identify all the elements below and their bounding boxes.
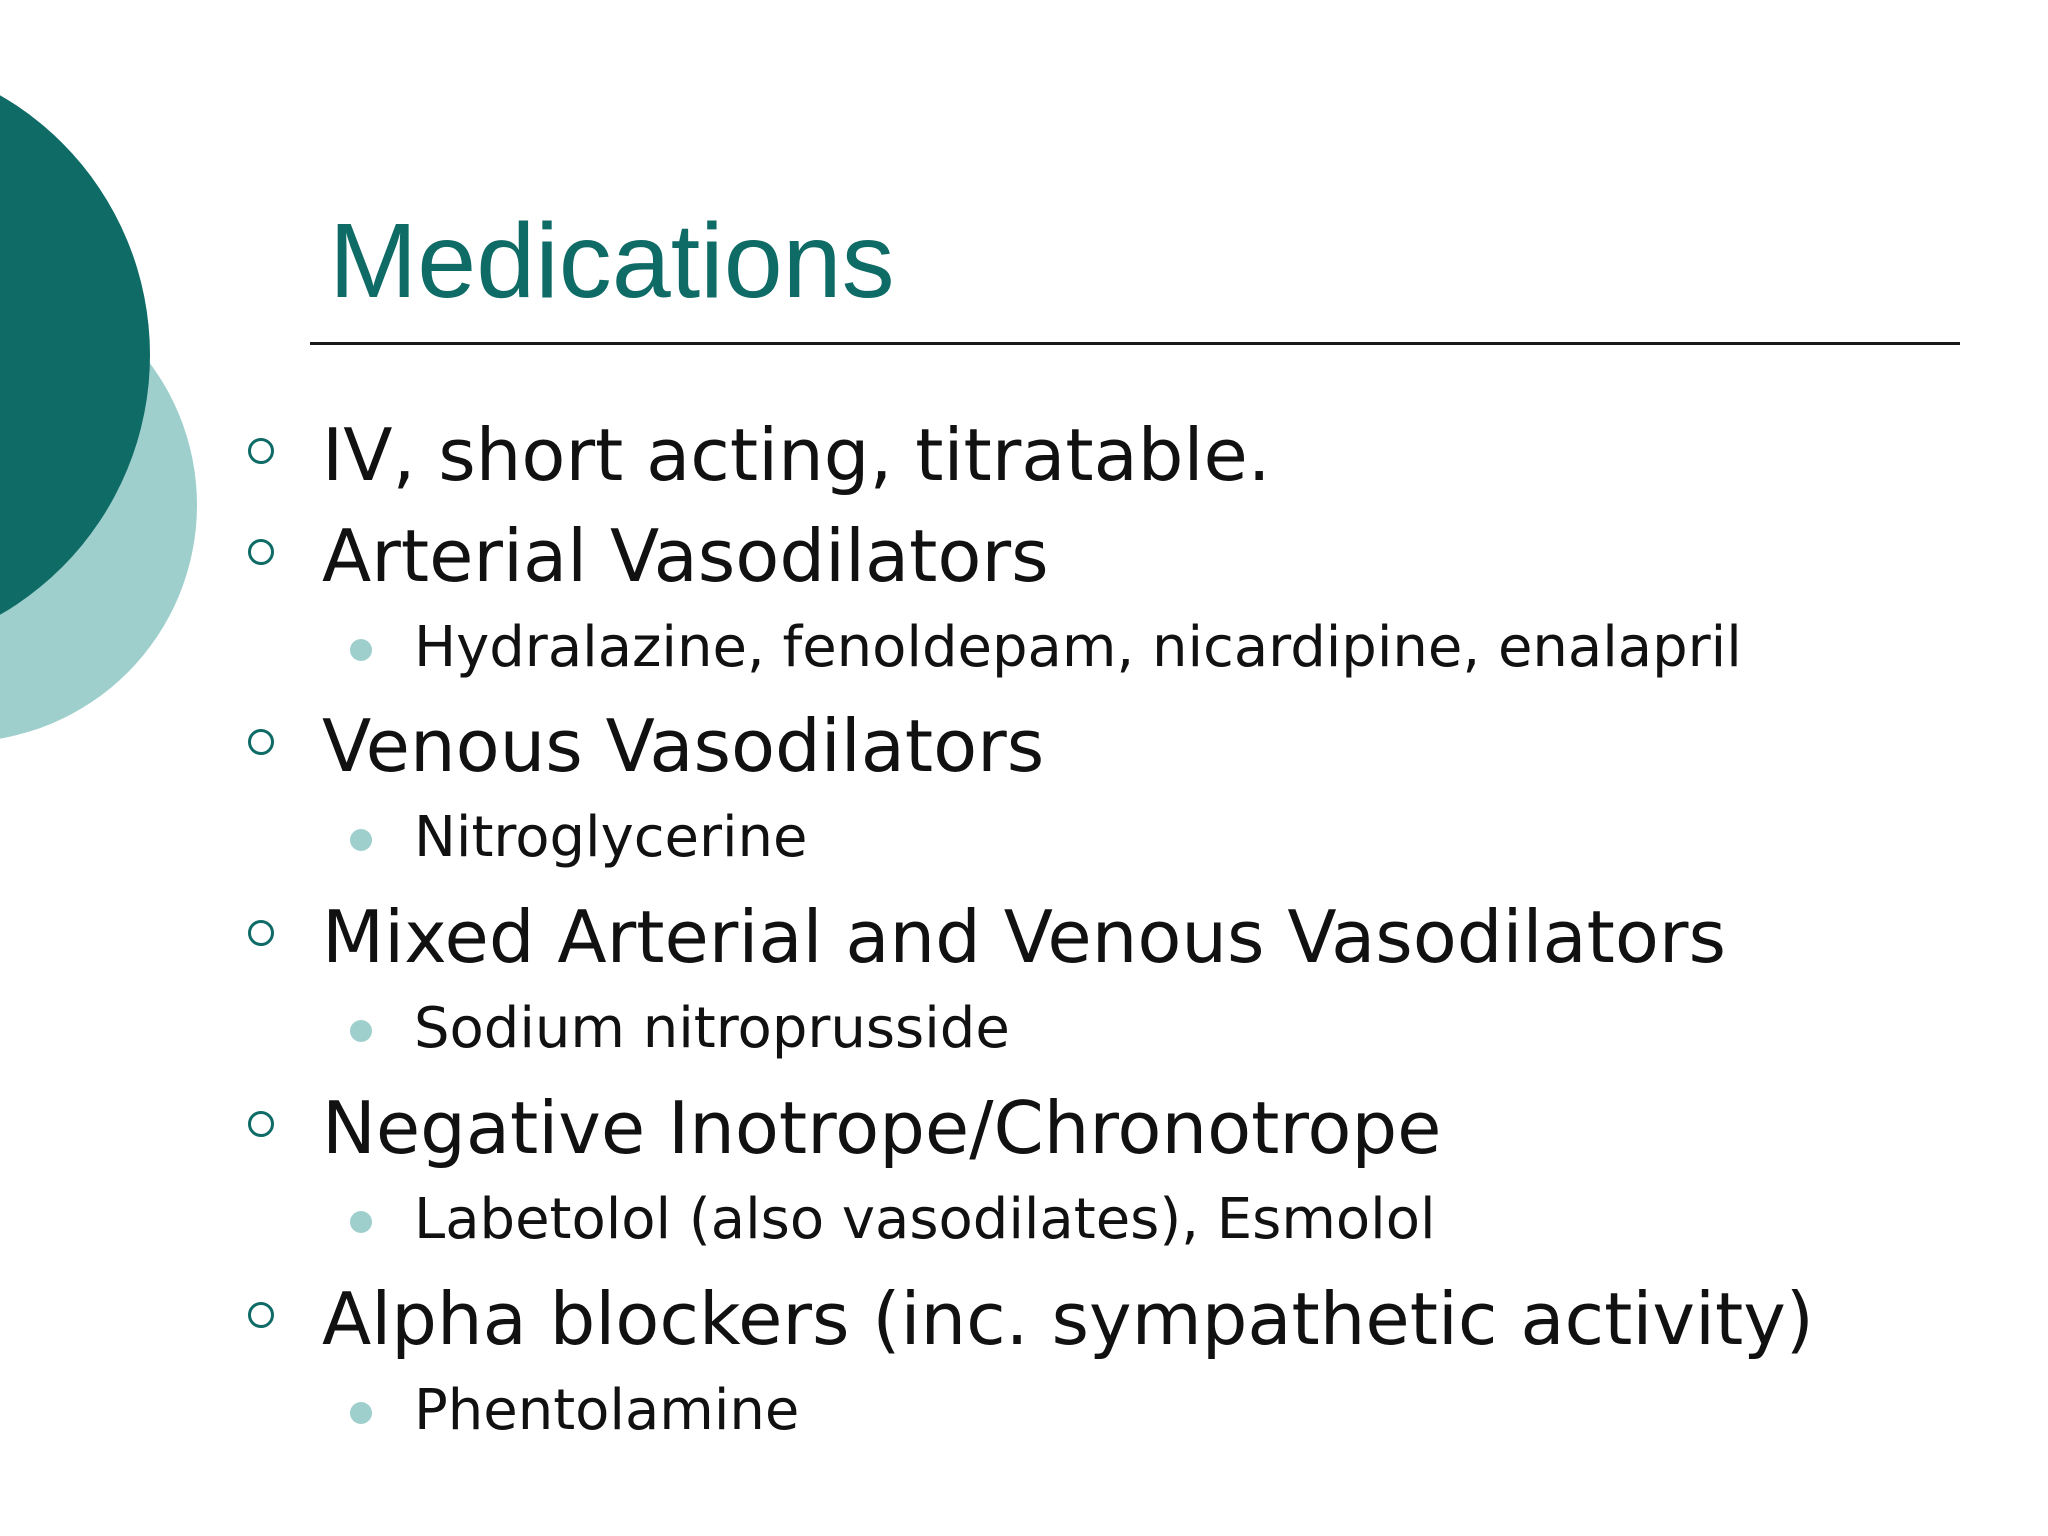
hollow-circle-icon <box>248 1111 274 1137</box>
hollow-circle-icon <box>248 729 274 755</box>
filled-dot-icon <box>350 829 372 851</box>
sub-bullet-text: Sodium nitroprusside <box>414 996 1010 1061</box>
filled-dot-icon <box>350 1402 372 1424</box>
bullet-text: Negative Inotrope/Chronotrope <box>322 1086 1442 1170</box>
decorative-circles <box>0 0 220 820</box>
sub-bullet-text: Nitroglycerine <box>414 805 808 870</box>
title-divider <box>310 342 1960 345</box>
hollow-circle-icon <box>248 1302 274 1328</box>
hollow-circle-icon <box>248 920 274 946</box>
bullet-text: Arterial Vasodilators <box>322 514 1049 598</box>
bullet-text: Venous Vasodilators <box>322 704 1045 788</box>
sub-bullet-text: Phentolamine <box>414 1378 800 1443</box>
bullet-text: Alpha blockers (inc. sympathetic activity) <box>322 1277 1814 1361</box>
slide-title: Medications <box>329 202 895 320</box>
sub-bullet-text: Hydralazine, fenoldepam, nicardipine, enalapril <box>414 615 1742 680</box>
filled-dot-icon <box>350 639 372 661</box>
hollow-circle-icon <box>248 539 274 565</box>
filled-dot-icon <box>350 1211 372 1233</box>
bullet-text: Mixed Arterial and Venous Vasodilators <box>322 895 1726 979</box>
sub-bullet-text: Labetolol (also vasodilates), Esmolol <box>414 1187 1436 1252</box>
hollow-circle-icon <box>248 438 274 464</box>
bullet-text: IV, short acting, titratable. <box>322 413 1271 497</box>
filled-dot-icon <box>350 1020 372 1042</box>
